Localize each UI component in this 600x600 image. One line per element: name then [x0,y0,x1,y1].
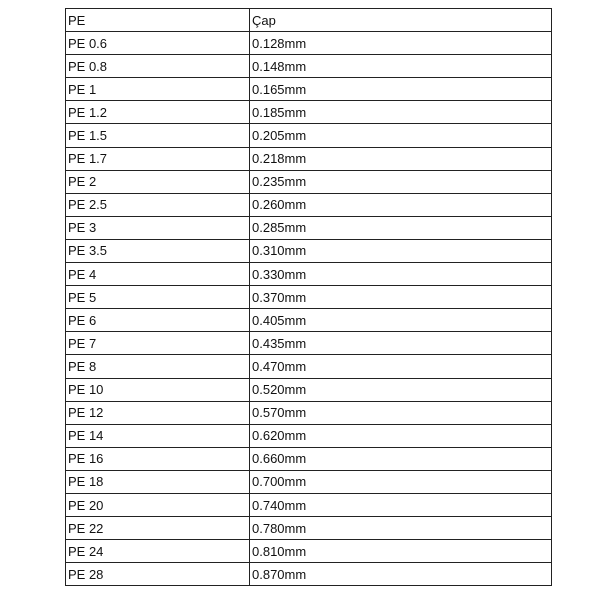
diameter-cell: 0.660mm [250,447,552,470]
pe-size-cell: PE 0.6 [66,32,250,55]
table-row [66,263,552,286]
pe-size-cell: PE 28 [66,563,250,586]
table-header-row [66,9,552,32]
table-body [66,9,552,586]
pe-size-cell: PE 22 [66,517,250,540]
pe-size-cell: PE 18 [66,470,250,493]
diameter-cell: 0.235mm [250,170,552,193]
table-row [66,239,552,262]
table-row [66,424,552,447]
table-row [66,378,552,401]
table-row [66,332,552,355]
table-row [66,147,552,170]
pe-size-cell: PE 12 [66,401,250,424]
pe-size-cell: PE 3.5 [66,239,250,262]
diameter-cell: 0.740mm [250,493,552,516]
diameter-cell: 0.165mm [250,78,552,101]
diameter-cell: 0.870mm [250,563,552,586]
table-row [66,170,552,193]
diameter-cell: 0.128mm [250,32,552,55]
diameter-cell: 0.780mm [250,517,552,540]
table-row [66,55,552,78]
diameter-cell: 0.700mm [250,470,552,493]
pe-size-cell: PE 4 [66,263,250,286]
table-row [66,470,552,493]
table-row [66,32,552,55]
diameter-cell: 0.285mm [250,216,552,239]
diameter-cell: 0.435mm [250,332,552,355]
table-row [66,78,552,101]
pe-size-cell: PE 1.5 [66,124,250,147]
pe-size-cell: PE 1.7 [66,147,250,170]
pe-size-cell: PE 5 [66,286,250,309]
pe-size-cell: PE 20 [66,493,250,516]
pe-size-cell: PE 1.2 [66,101,250,124]
pe-size-cell: PE 14 [66,424,250,447]
table-row [66,355,552,378]
table-row [66,101,552,124]
table-row [66,493,552,516]
diameter-cell: 0.570mm [250,401,552,424]
diameter-cell: 0.185mm [250,101,552,124]
pe-size-cell: PE 24 [66,540,250,563]
table-row [66,540,552,563]
pe-size-cell: PE 3 [66,216,250,239]
pe-size-cell: PE 6 [66,309,250,332]
table-row [66,563,552,586]
diameter-cell: 0.405mm [250,309,552,332]
pe-size-cell: PE 2.5 [66,193,250,216]
table-row [66,447,552,470]
diameter-cell: 0.218mm [250,147,552,170]
pe-diameter-table [65,8,552,586]
diameter-cell: 0.330mm [250,263,552,286]
table-row [66,193,552,216]
pe-size-cell: PE 2 [66,170,250,193]
table-row [66,216,552,239]
table-row [66,309,552,332]
diameter-cell: 0.470mm [250,355,552,378]
table-row [66,124,552,147]
diameter-cell: 0.310mm [250,239,552,262]
pe-size-cell: PE 10 [66,378,250,401]
pe-size-cell: PE 8 [66,355,250,378]
pe-size-cell: PE 16 [66,447,250,470]
diameter-cell: 0.810mm [250,540,552,563]
pe-size-cell: PE 0.8 [66,55,250,78]
diameter-cell: 0.520mm [250,378,552,401]
header-diameter: Çap [250,9,552,32]
diameter-cell: 0.370mm [250,286,552,309]
pe-size-cell: PE 1 [66,78,250,101]
table-row [66,401,552,424]
diameter-cell: 0.148mm [250,55,552,78]
pe-size-cell: PE 7 [66,332,250,355]
table-row [66,517,552,540]
diameter-cell: 0.620mm [250,424,552,447]
table-row [66,286,552,309]
diameter-cell: 0.260mm [250,193,552,216]
header-pe: PE [66,9,250,32]
diameter-cell: 0.205mm [250,124,552,147]
